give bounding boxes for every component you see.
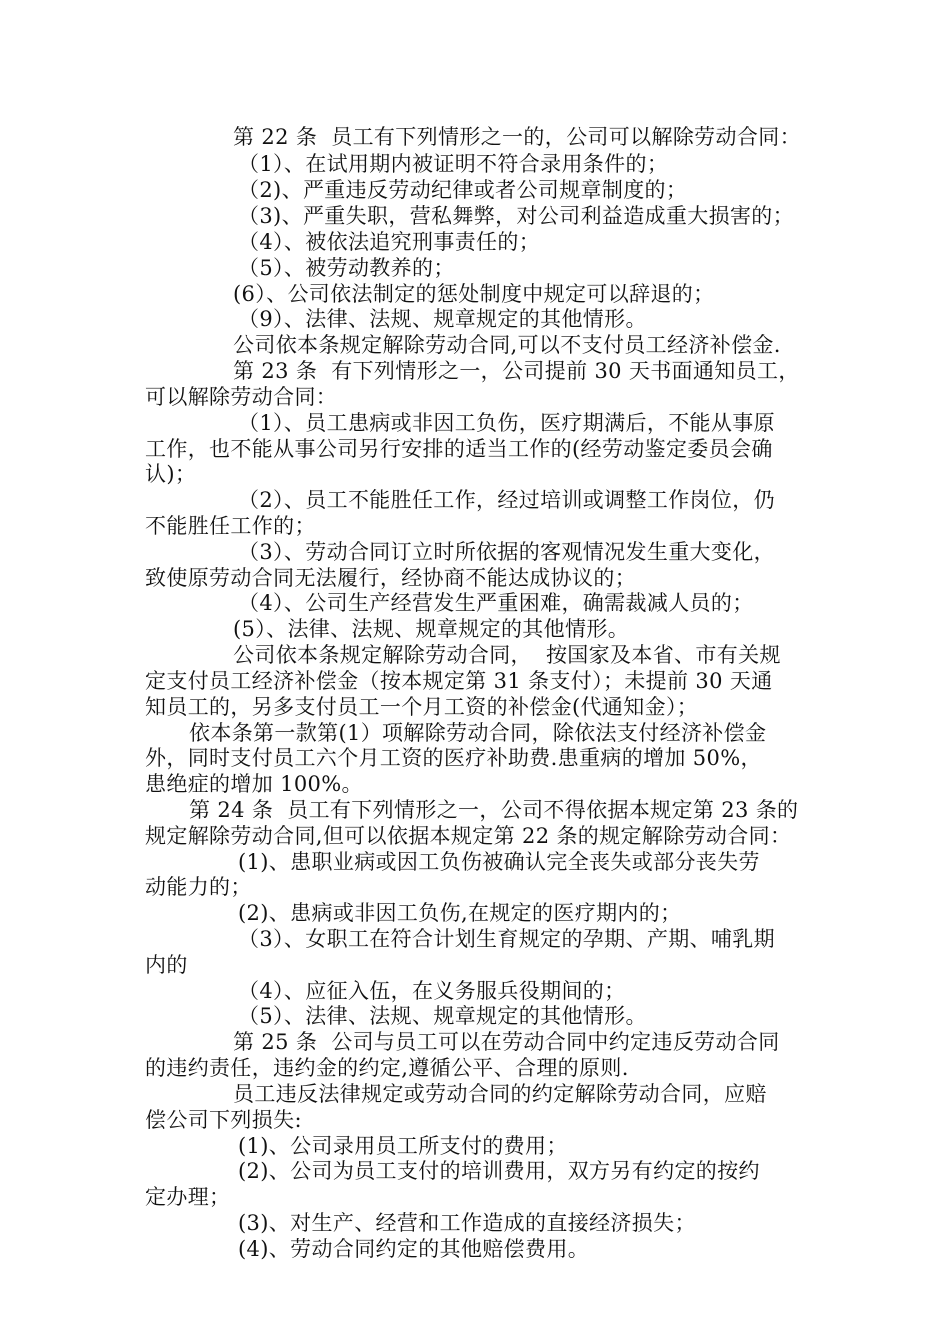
text-line: 定办理； <box>145 1185 231 1209</box>
text-line: （2）、员工不能胜任工作，经过培训或调整工作岗位，仍 <box>238 488 775 512</box>
text-line: (5）、法律、法规、规章规定的其他情形。 <box>233 617 630 641</box>
text-line: 工作，也不能从事公司另行安排的适当工作的(经劳动鉴定委员会确 <box>145 437 773 461</box>
text-line: (1)、公司录用员工所支付的费用； <box>238 1134 568 1158</box>
text-line: （4）、被依法追究刑事责任的； <box>238 230 541 254</box>
text-line: 第 22 条 员工有下列情形之一的，公司可以解除劳动合同： <box>233 125 801 149</box>
text-line: （4）、应征入伍，在义务服兵役期间的； <box>238 979 626 1003</box>
text-line: 不能胜任工作的； <box>145 514 316 538</box>
text-line: 动能力的； <box>145 875 252 899</box>
text-line: 外，同时支付员工六个月工资的医疗补助费.患重病的增加 50%， <box>145 746 762 770</box>
text-line: （1）、在试用期内被证明不符合录用条件的； <box>238 152 669 176</box>
text-line: 定支付员工经济补偿金（按本规定第 31 条支付）；未提前 30 天通 <box>145 669 773 693</box>
text-line: （3）、劳动合同订立时所依据的客观情况发生重大变化， <box>238 540 775 564</box>
text-line: (2)、公司为员工支付的培训费用，双方另有约定的按约 <box>238 1159 760 1183</box>
text-line: （9）、法律、法规、规章规定的其他情形。 <box>238 307 647 331</box>
text-line: 公司依本条规定解除劳动合同， 按国家及本省、市有关规 <box>233 643 781 667</box>
text-line: 偿公司下列损失: <box>145 1108 302 1132</box>
text-line: 致使原劳动合同无法履行，经协商不能达成协议的； <box>145 566 637 590</box>
text-line: 的违约责任，违约金的约定,遵循公平、合理的原则. <box>145 1056 629 1080</box>
text-line: 可以解除劳动合同： <box>145 385 338 409</box>
text-line: 认)； <box>145 462 197 486</box>
text-line: （5）、被劳动教养的； <box>238 256 455 280</box>
text-line: 公司依本条规定解除劳动合同,可以不支付员工经济补偿金. <box>233 333 781 357</box>
text-line: 员工违反法律规定或劳动合同的约定解除劳动合同，应赔 <box>233 1082 767 1106</box>
text-line: （3）、女职工在符合计划生育规定的孕期、产期、哺乳期 <box>238 927 775 951</box>
text-line: (4)、劳动合同约定的其他赔偿费用。 <box>238 1237 590 1261</box>
text-line: 知员工的，另多支付员工一个月工资的补偿金(代通知金）； <box>145 695 699 719</box>
text-line: （5）、法律、法规、规章规定的其他情形。 <box>238 1004 647 1028</box>
text-line: （4）、公司生产经营发生严重困难，确需裁减人员的； <box>238 591 754 615</box>
text-line: 规定解除劳动合同,但可以依据本规定第 22 条的规定解除劳动合同： <box>145 824 792 848</box>
text-line: 依本条第一款第(1）项解除劳动合同，除依法支付经济补偿金 <box>189 721 767 745</box>
text-line: （2)、严重违反劳动纪律或者公司规章制度的； <box>238 178 688 202</box>
text-line: 内的 <box>145 953 188 977</box>
text-line: (3)、对生产、经营和工作造成的直接经济损失； <box>238 1211 696 1235</box>
text-line: 患绝症的增加 100%。 <box>145 772 363 796</box>
text-line: (6）、公司依法制定的惩处制度中规定可以辞退的； <box>233 282 715 306</box>
text-line: (2)、患病或非因工负伤,在规定的医疗期内的； <box>238 901 682 925</box>
text-line: （1）、员工患病或非因工负伤，医疗期满后，不能从事原 <box>238 411 775 435</box>
text-line: 第 25 条 公司与员工可以在劳动合同中约定违反劳动合同 <box>233 1030 780 1054</box>
text-line: 第 24 条 员工有下列情形之一，公司不得依据本规定第 23 条的 <box>189 798 799 822</box>
text-line: 第 23 条 有下列情形之一，公司提前 30 天书面通知员工， <box>233 359 800 383</box>
text-line: (1)、患职业病或因工负伤被确认完全丧失或部分丧失劳 <box>238 850 760 874</box>
text-line: （3)、严重失职，营私舞弊，对公司利益造成重大损害的； <box>238 204 795 228</box>
